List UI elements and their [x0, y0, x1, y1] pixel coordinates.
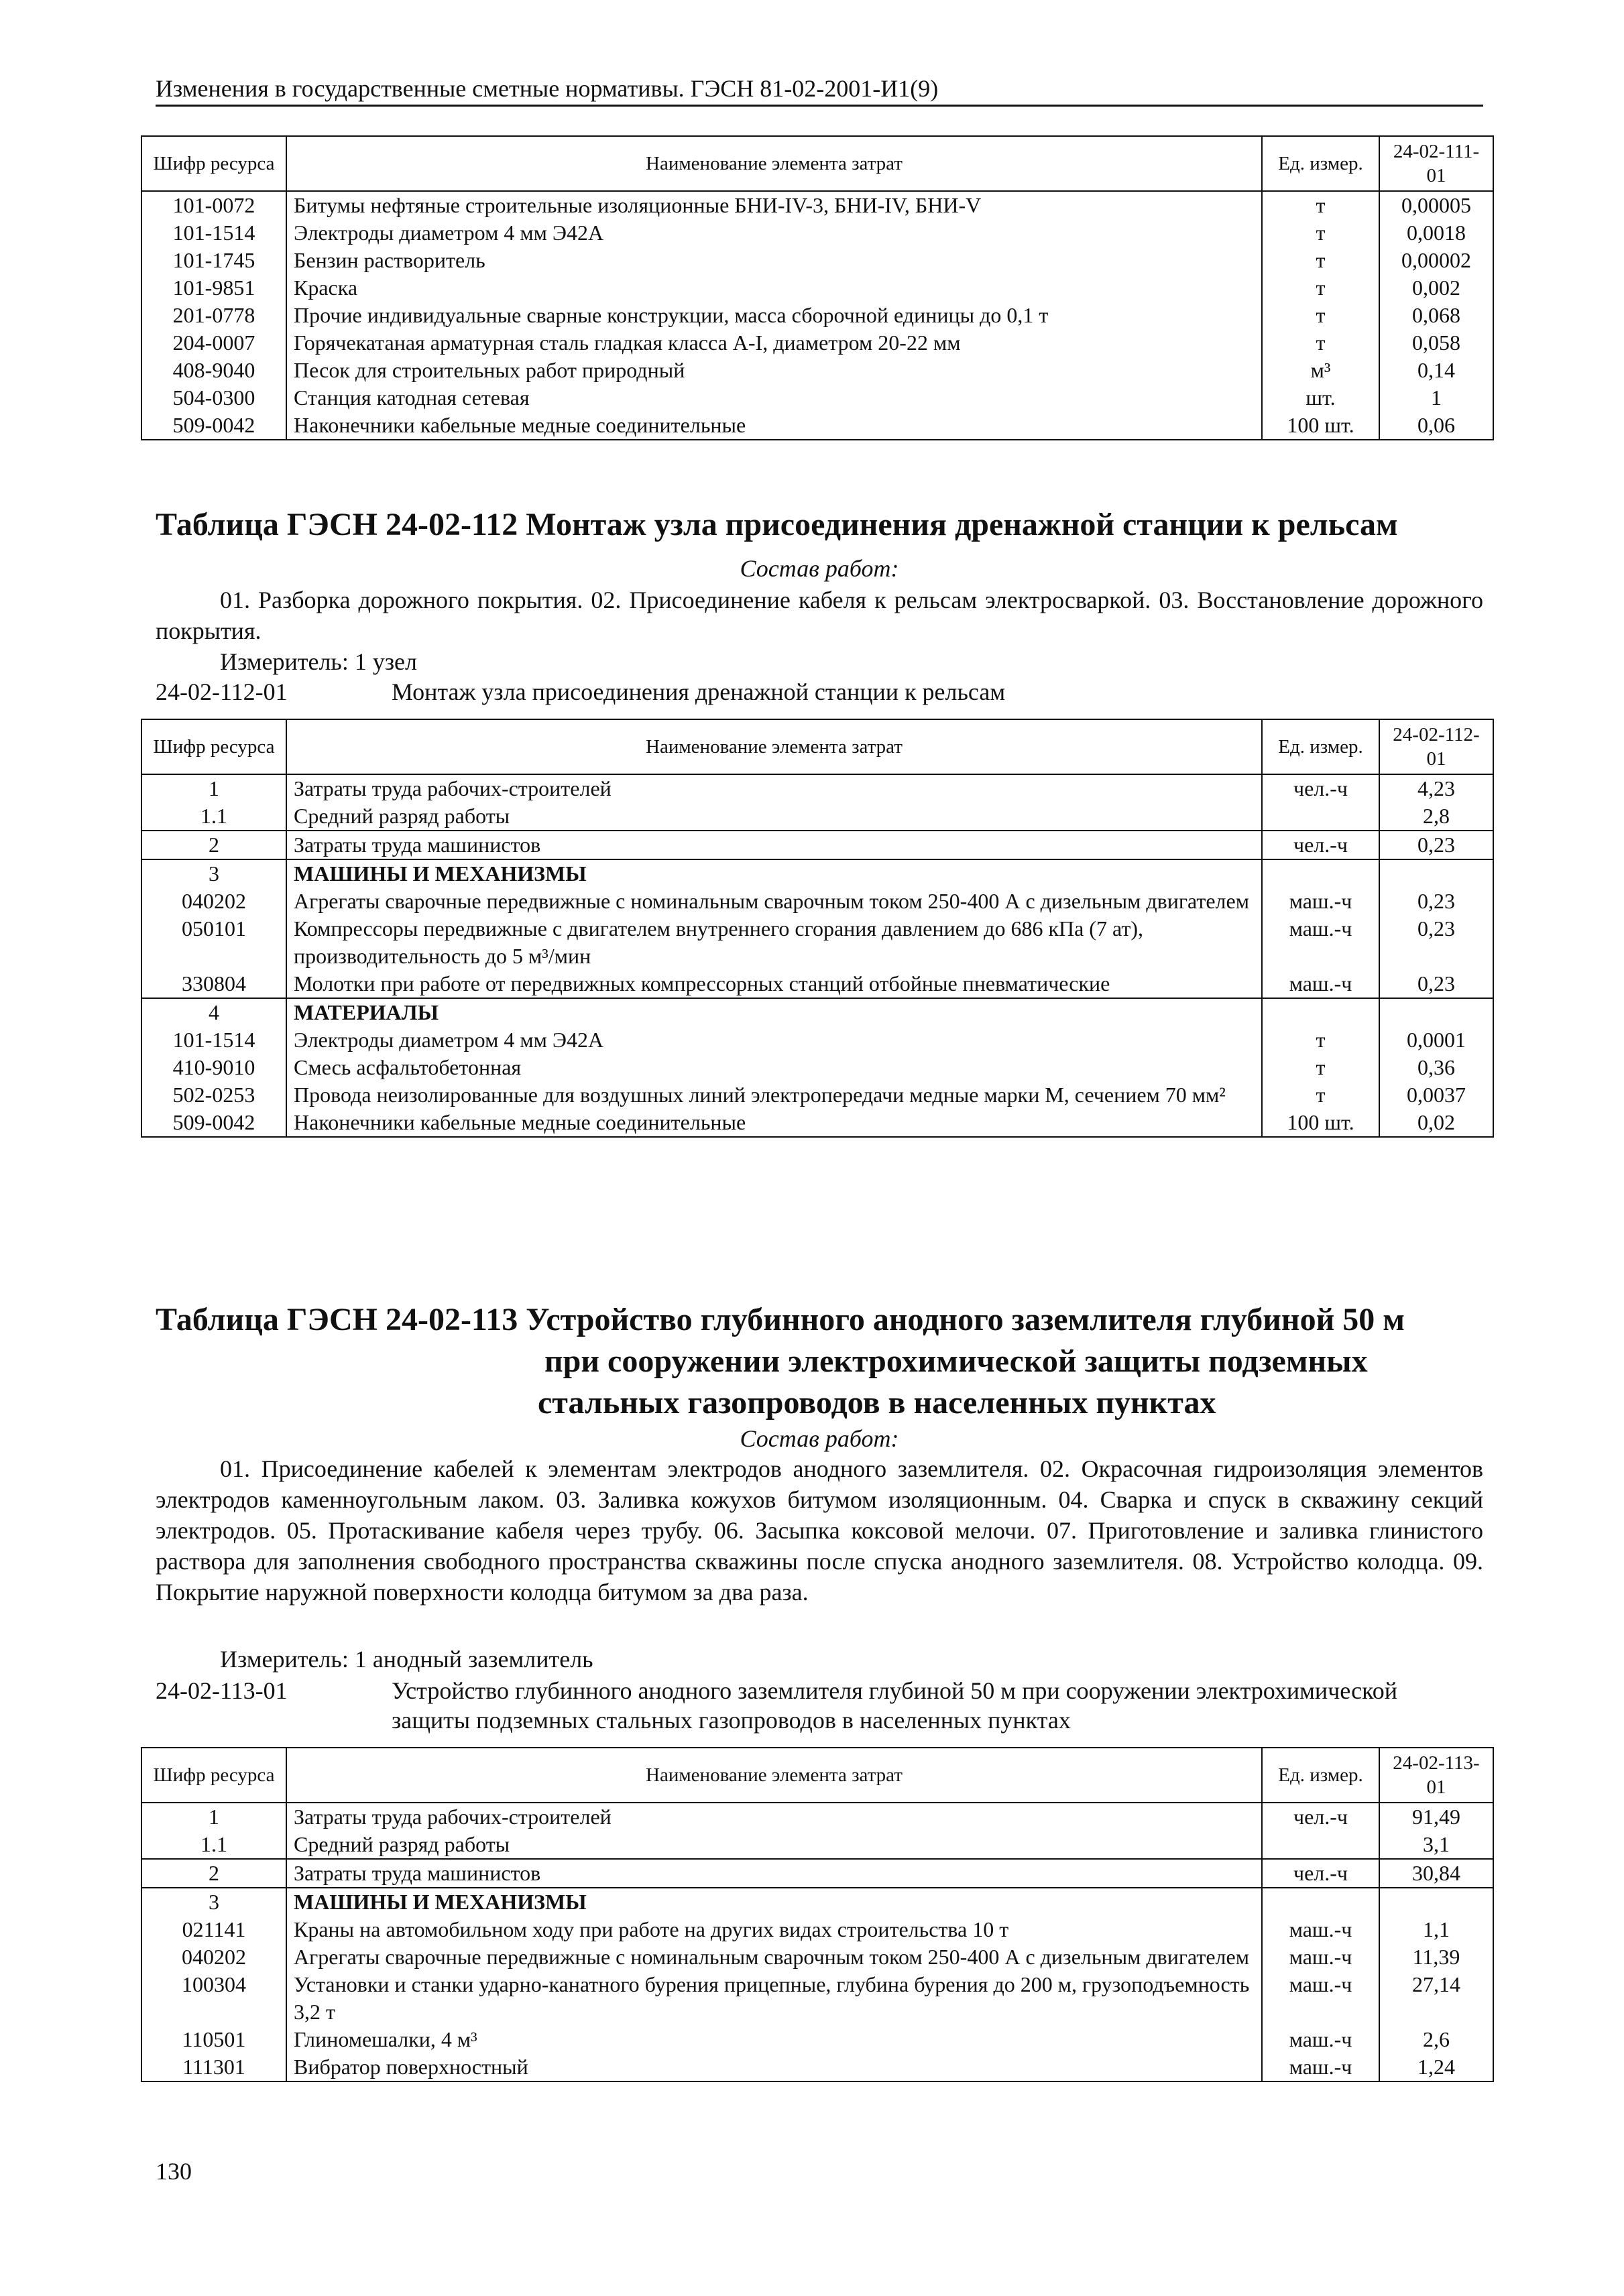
row-code: 502-0253 [141, 1081, 286, 1109]
table-row [141, 970, 1493, 998]
row-value: 0,058 [1379, 329, 1493, 357]
row-code: 1 [141, 774, 286, 802]
row-code: 101-0072 [141, 191, 286, 219]
table-row [141, 2053, 1493, 2081]
row-name: Прочие индивидуальные сварные конструкции, масса сборочной единицы до 0,1 т [286, 302, 1262, 329]
row-value [1379, 998, 1493, 1026]
row-value: 2,6 [1379, 2026, 1493, 2053]
norm-line-113 [156, 1676, 1483, 1735]
works-text-113: 01. Присоединение кабелей к элементам электродов анодного заземлителя. 02. Окрасочная гидроизоляция элементов электродов каменноугольным лаком. 03. Заливка кожухов битумом изоляционным. 04. Сварка и спуск в скважину секций электродов. 05. Протаскивание кабеля через трубу. 06. Засыпка коксовой мелочи. 07. Приготовление и заливка глинистого раствора для заполнения свободного пространства скважины после спуска анодного заземлителя. 08. Устройство колодца. 09. Покрытие наружной поверхности колодца битумом за два раза. [156, 1455, 1483, 1606]
table-header-row [141, 1748, 1493, 1803]
row-unit: т [1262, 302, 1379, 329]
table-row [141, 2026, 1493, 2053]
table-row [141, 357, 1493, 384]
row-name: Смесь асфальтобетонная [286, 1054, 1262, 1081]
row-name: Провода неизолированные для воздушных линий электропередачи медные марки М, сечением 70 мм² [286, 1081, 1262, 1109]
table-row [141, 1054, 1493, 1081]
table-24-02-111 [141, 135, 1494, 440]
row-value: 0,068 [1379, 302, 1493, 329]
table-row [141, 915, 1493, 970]
table-row [141, 888, 1493, 915]
norm-line-112 [156, 677, 1483, 707]
header-norm: 24-02-111-01 [1379, 136, 1493, 191]
row-value: 2,8 [1379, 802, 1493, 831]
row-unit: маш.-ч [1262, 1916, 1379, 1943]
row-code: 101-1514 [141, 219, 286, 247]
row-name: Станция катодная сетевая [286, 384, 1262, 412]
header-name: Наименование элемента затрат [286, 719, 1262, 774]
row-unit [1262, 1831, 1379, 1859]
row-value: 0,23 [1379, 970, 1493, 998]
row-unit: маш.-ч [1262, 2026, 1379, 2053]
header-name: Наименование элемента затрат [286, 136, 1262, 191]
row-code: 100304 [141, 1971, 286, 2026]
row-value: 91,49 [1379, 1803, 1493, 1831]
row-code: 1.1 [141, 1831, 286, 1859]
row-name: МАТЕРИАЛЫ [286, 998, 1262, 1026]
row-name: Краска [286, 274, 1262, 302]
row-code: 3 [141, 1888, 286, 1916]
table-row [141, 1026, 1493, 1054]
table-row [141, 1081, 1493, 1109]
row-value: 0,06 [1379, 412, 1493, 440]
row-name: Электроды диаметром 4 мм Э42А [286, 1026, 1262, 1054]
table-row [141, 859, 1493, 888]
row-unit: т [1262, 1026, 1379, 1054]
row-value: 30,84 [1379, 1859, 1493, 1888]
row-value [1379, 1888, 1493, 1916]
row-unit: шт. [1262, 384, 1379, 412]
row-code: 101-9851 [141, 274, 286, 302]
row-code: 201-0778 [141, 302, 286, 329]
row-value: 1,24 [1379, 2053, 1493, 2081]
table-24-02-112 [141, 719, 1494, 1138]
row-unit: маш.-ч [1262, 1943, 1379, 1971]
row-unit: т [1262, 247, 1379, 274]
row-value: 0,0037 [1379, 1081, 1493, 1109]
header-norm: 24-02-113-01 [1379, 1748, 1493, 1803]
row-value: 1 [1379, 384, 1493, 412]
row-code: 3 [141, 859, 286, 888]
row-unit: маш.-ч [1262, 888, 1379, 915]
header-code: Шифр ресурса [141, 136, 286, 191]
row-code: 4 [141, 998, 286, 1026]
table-24-02-113 [141, 1747, 1494, 2082]
row-code: 040202 [141, 1943, 286, 1971]
row-unit: т [1262, 219, 1379, 247]
row-unit: маш.-ч [1262, 2053, 1379, 2081]
row-value: 0,14 [1379, 357, 1493, 384]
row-name: Средний разряд работы [286, 802, 1262, 831]
header-code: Шифр ресурса [141, 719, 286, 774]
header-name: Наименование элемента затрат [286, 1748, 1262, 1803]
row-unit: маш.-ч [1262, 1971, 1379, 2026]
row-unit: маш.-ч [1262, 915, 1379, 970]
norm-code-112: 24-02-112-01 [156, 678, 288, 705]
row-name: МАШИНЫ И МЕХАНИЗМЫ [286, 1888, 1262, 1916]
table-header-row [141, 136, 1493, 191]
table-row [141, 802, 1493, 831]
row-name: Краны на автомобильном ходу при работе на других видах строительства 10 т [286, 1916, 1262, 1943]
row-name: Битумы нефтяные строительные изоляционные БНИ-IV-3, БНИ-IV, БНИ-V [286, 191, 1262, 219]
row-name: Установки и станки ударно-канатного бурения прицепные, глубина бурения до 200 м, грузоподъемность 3,2 т [286, 1971, 1262, 2026]
running-header: Изменения в государственные сметные нормативы. ГЭСН 81-02-2001-И1(9) [156, 74, 1483, 107]
row-name: Горячекатаная арматурная сталь гладкая класса A-I, диаметром 20-22 мм [286, 329, 1262, 357]
row-name: Затраты труда машинистов [286, 831, 1262, 859]
row-code: 1.1 [141, 802, 286, 831]
table-row [141, 329, 1493, 357]
table-row [141, 1971, 1493, 2026]
row-value: 0,002 [1379, 274, 1493, 302]
row-unit: т [1262, 274, 1379, 302]
row-name: Компрессоры передвижные с двигателем внутреннего сгорания давлением до 686 кПа (7 ат), производительность до 5 м³/мин [286, 915, 1262, 970]
row-name: Наконечники кабельные медные соединительные [286, 412, 1262, 440]
row-name: Затраты труда рабочих-строителей [286, 774, 1262, 802]
table-row [141, 1109, 1493, 1137]
row-code: 330804 [141, 970, 286, 998]
table-row [141, 1803, 1493, 1831]
row-unit: т [1262, 1081, 1379, 1109]
table-row [141, 219, 1493, 247]
row-unit: чел.-ч [1262, 1803, 1379, 1831]
row-value: 0,23 [1379, 915, 1493, 970]
row-code: 410-9010 [141, 1054, 286, 1081]
row-unit: чел.-ч [1262, 1859, 1379, 1888]
table-row [141, 191, 1493, 219]
row-value: 0,00002 [1379, 247, 1493, 274]
meter-113: Измеритель: 1 анодный заземлитель [220, 1646, 593, 1673]
row-code: 111301 [141, 2053, 286, 2081]
row-unit: т [1262, 191, 1379, 219]
row-value: 0,00005 [1379, 191, 1493, 219]
meter-112: Измеритель: 1 узел [220, 648, 417, 675]
row-value: 0,0001 [1379, 1026, 1493, 1054]
row-unit [1262, 1888, 1379, 1916]
works-heading-112: Состав работ: [740, 555, 899, 582]
row-name: Молотки при работе от передвижных компрессорных станций отбойные пневматические [286, 970, 1262, 998]
norm-name-113: Устройство глубинного анодного заземлителя глубиной 50 м при сооружении электрохимической защиты подземных стальных газопроводов в населенных пунктах [392, 1677, 1398, 1734]
row-value: 4,23 [1379, 774, 1493, 802]
table-row [141, 412, 1493, 440]
table-row [141, 302, 1493, 329]
row-value: 11,39 [1379, 1943, 1493, 1971]
row-name: Средний разряд работы [286, 1831, 1262, 1859]
row-unit: м³ [1262, 357, 1379, 384]
row-code: 408-9040 [141, 357, 286, 384]
table-row [141, 247, 1493, 274]
table-112-title: Таблица ГЭСН 24-02-112 Монтаж узла присоединения дренажной станции к рельсам [156, 507, 1398, 542]
table-113-title-line2: при сооружении электрохимической защиты подземных [544, 1343, 1368, 1379]
header-unit: Ед. измер. [1262, 136, 1379, 191]
table-113-title [156, 1299, 1483, 1424]
header-unit: Ед. измер. [1262, 719, 1379, 774]
table-113-title-line1: Таблица ГЭСН 24-02-113 Устройство глубинного анодного заземлителя глубиной 50 м [156, 1302, 1405, 1337]
row-code: 2 [141, 1859, 286, 1888]
row-name: Агрегаты сварочные передвижные с номинальным сварочным током 250-400 А с дизельным двигателем [286, 1943, 1262, 1971]
header-norm: 24-02-112-01 [1379, 719, 1493, 774]
row-name: Бензин растворитель [286, 247, 1262, 274]
row-name: Вибратор поверхностный [286, 2053, 1262, 2081]
row-value [1379, 859, 1493, 888]
row-name: Затраты труда рабочих-строителей [286, 1803, 1262, 1831]
row-code: 509-0042 [141, 1109, 286, 1137]
row-name: Песок для строительных работ природный [286, 357, 1262, 384]
table-row [141, 1916, 1493, 1943]
row-code: 040202 [141, 888, 286, 915]
row-name: Глиномешалки, 4 м³ [286, 2026, 1262, 2053]
table-row [141, 1943, 1493, 1971]
page-number: 130 [156, 2158, 192, 2185]
row-name: Электроды диаметром 4 мм Э42А [286, 219, 1262, 247]
row-value: 0,23 [1379, 831, 1493, 859]
row-value: 0,36 [1379, 1054, 1493, 1081]
row-unit [1262, 859, 1379, 888]
row-unit: т [1262, 1054, 1379, 1081]
row-code: 1 [141, 1803, 286, 1831]
row-name: Агрегаты сварочные передвижные с номинальным сварочным током 250-400 А с дизельным двигателем [286, 888, 1262, 915]
row-unit [1262, 802, 1379, 831]
row-unit: чел.-ч [1262, 774, 1379, 802]
row-value: 0,23 [1379, 888, 1493, 915]
row-code: 050101 [141, 915, 286, 970]
header-unit: Ед. измер. [1262, 1748, 1379, 1803]
table-row [141, 274, 1493, 302]
row-unit [1262, 998, 1379, 1026]
row-unit: 100 шт. [1262, 412, 1379, 440]
row-code: 101-1745 [141, 247, 286, 274]
row-value: 0,02 [1379, 1109, 1493, 1137]
header-code: Шифр ресурса [141, 1748, 286, 1803]
table-row [141, 998, 1493, 1026]
norm-name-112: Монтаж узла присоединения дренажной станции к рельсам [392, 678, 1006, 705]
row-code: 509-0042 [141, 412, 286, 440]
table-row [141, 384, 1493, 412]
table-row [141, 1831, 1493, 1859]
row-code: 204-0007 [141, 329, 286, 357]
row-name: МАШИНЫ И МЕХАНИЗМЫ [286, 859, 1262, 888]
row-value: 27,14 [1379, 1971, 1493, 2026]
norm-code-113: 24-02-113-01 [156, 1677, 288, 1704]
table-row [141, 774, 1493, 802]
table-row [141, 1888, 1493, 1916]
row-value: 3,1 [1379, 1831, 1493, 1859]
table-row [141, 1859, 1493, 1888]
table-header-row [141, 719, 1493, 774]
row-name: Наконечники кабельные медные соединительные [286, 1109, 1262, 1137]
table-113-title-line3: стальных газопроводов в населенных пунктах [538, 1385, 1216, 1421]
row-unit: 100 шт. [1262, 1109, 1379, 1137]
row-name: Затраты труда машинистов [286, 1859, 1262, 1888]
row-unit: т [1262, 329, 1379, 357]
row-value: 1,1 [1379, 1916, 1493, 1943]
row-value: 0,0018 [1379, 219, 1493, 247]
row-code: 101-1514 [141, 1026, 286, 1054]
row-code: 2 [141, 831, 286, 859]
table-row [141, 831, 1493, 859]
works-text-112: 01. Разборка дорожного покрытия. 02. Присоединение кабеля к рельсам электросваркой. 03. Восстановление дорожного покрытия. [156, 587, 1483, 644]
row-code: 021141 [141, 1916, 286, 1943]
works-heading-113: Состав работ: [740, 1425, 899, 1452]
row-code: 504-0300 [141, 384, 286, 412]
row-unit: маш.-ч [1262, 970, 1379, 998]
row-unit: чел.-ч [1262, 831, 1379, 859]
row-code: 110501 [141, 2026, 286, 2053]
